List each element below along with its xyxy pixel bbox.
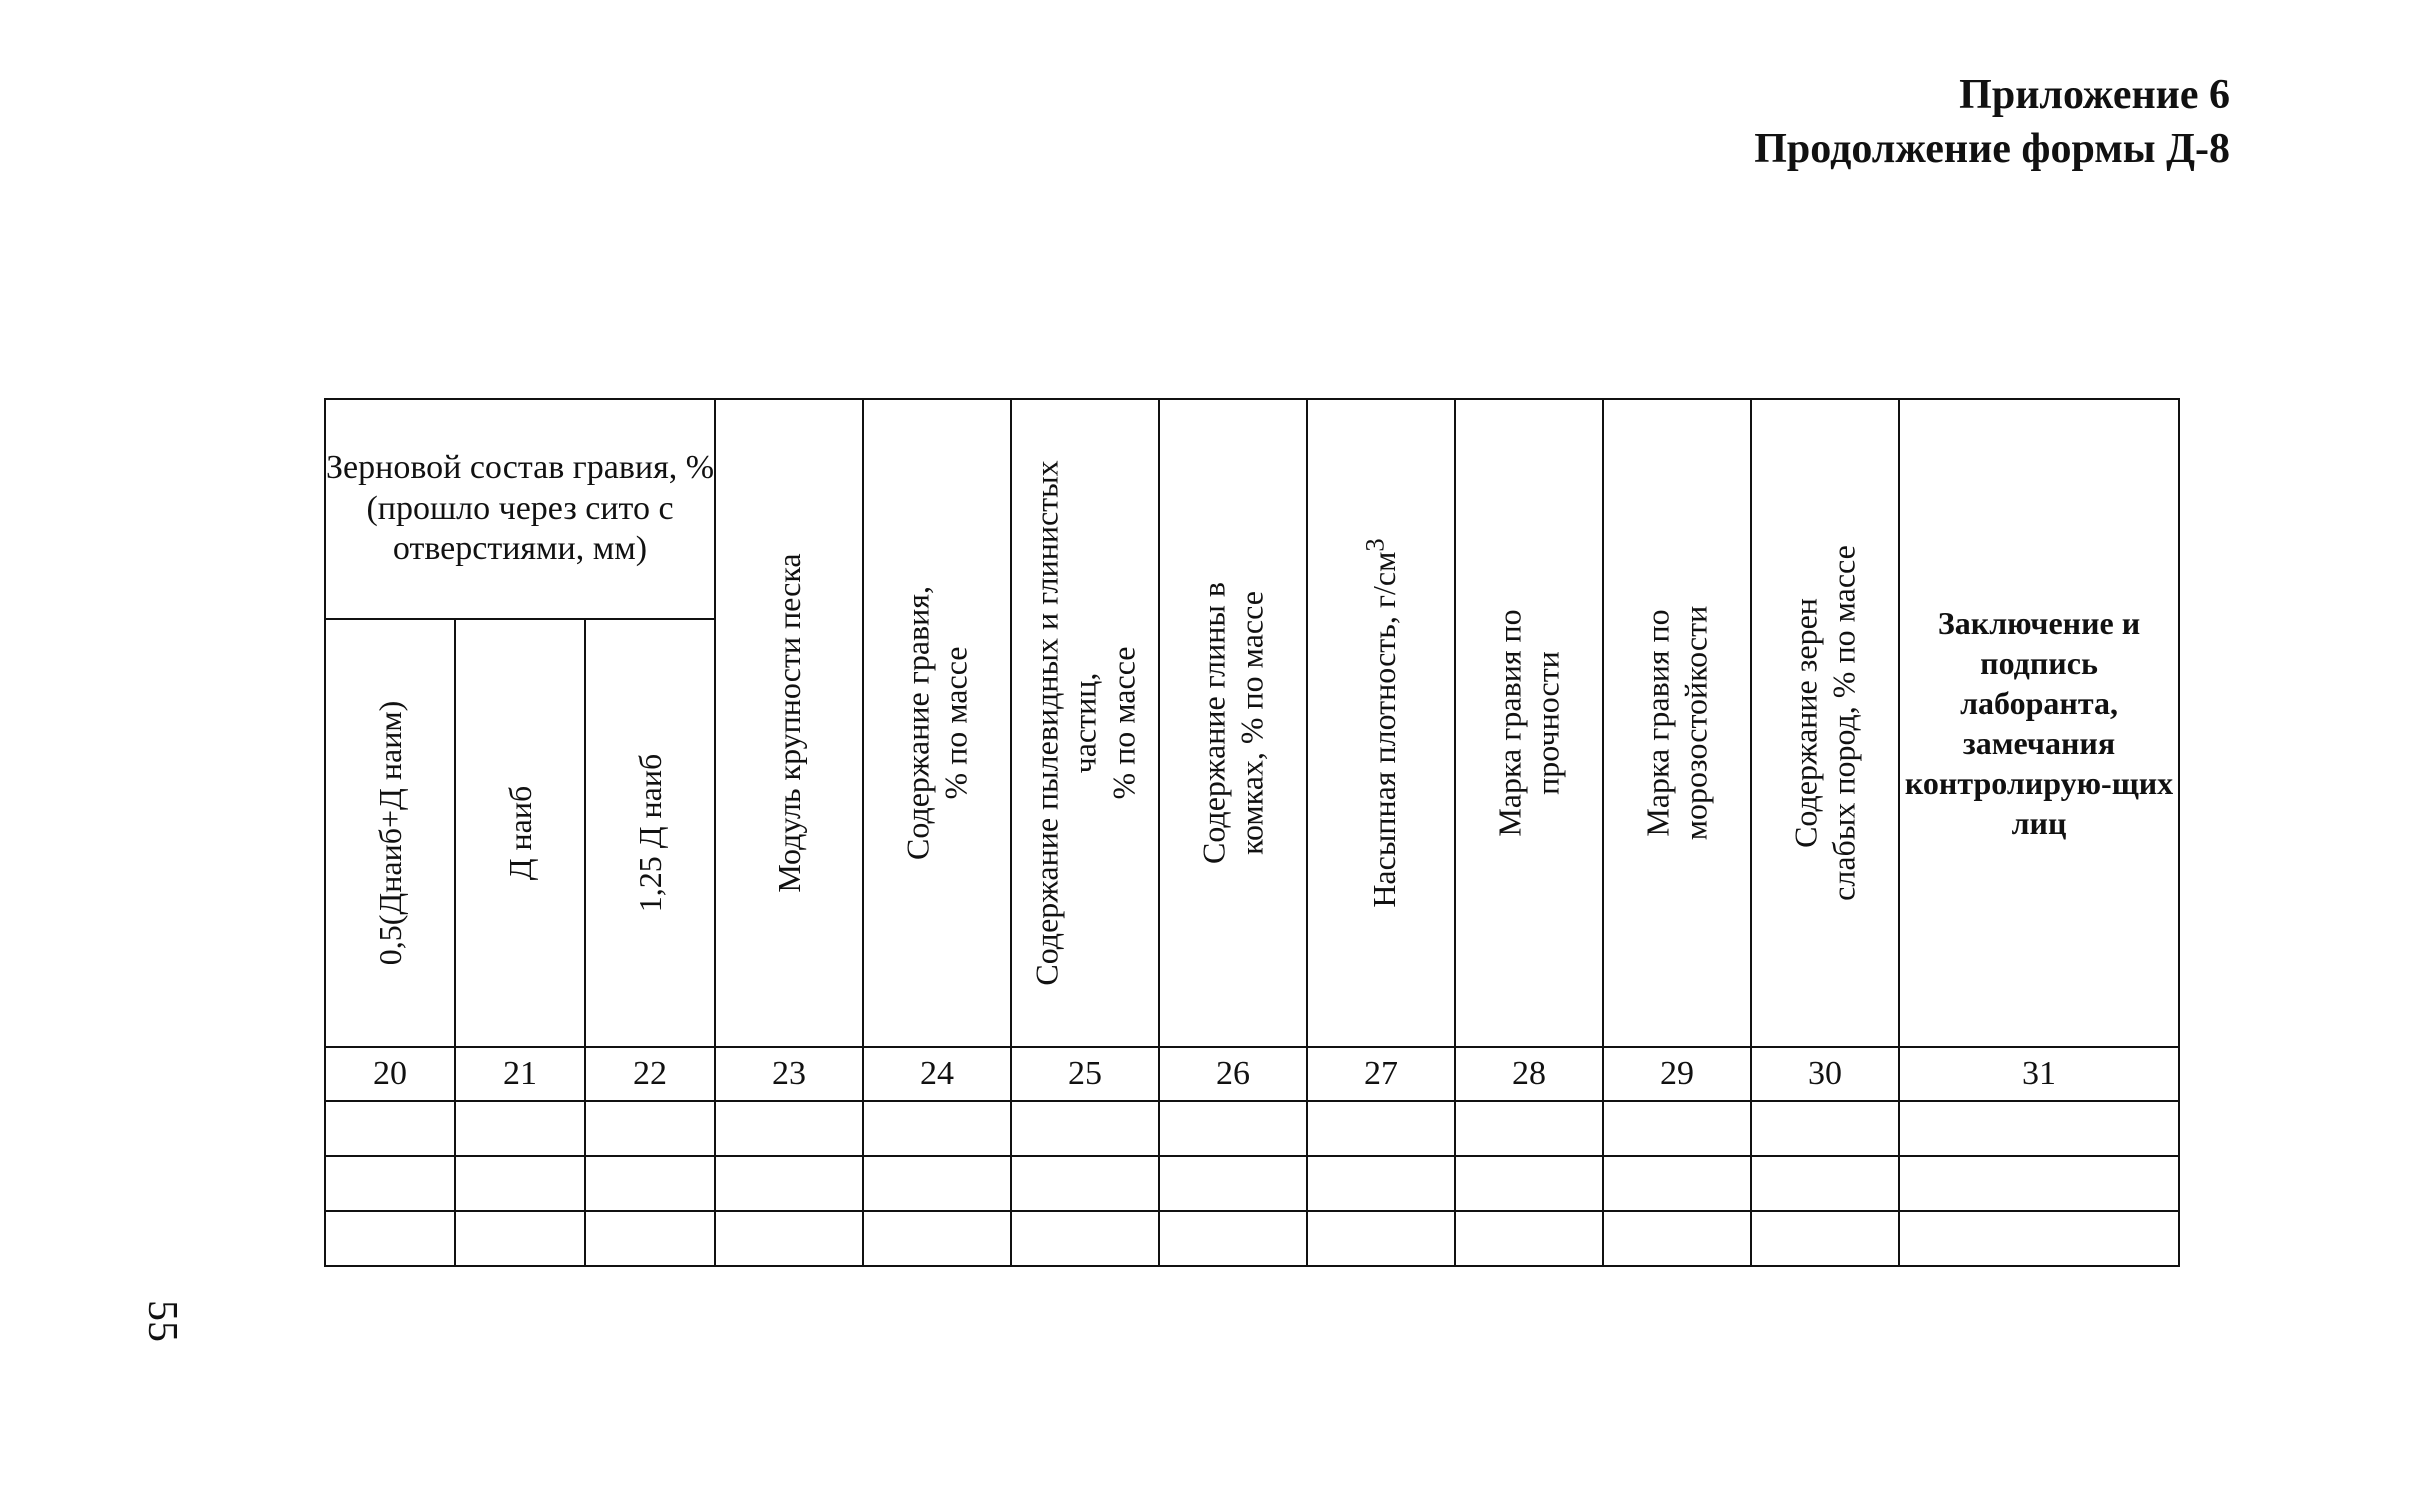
col-number: 30 <box>1751 1047 1899 1101</box>
table-row <box>325 1156 2179 1211</box>
col-27-header: Насыпная плотность, $г/см^3$ <box>1307 399 1455 1047</box>
form-continuation-title: Продолжение формы Д-8 <box>1754 126 2230 172</box>
blank-cell[interactable] <box>1455 1211 1603 1266</box>
blank-cell[interactable] <box>1011 1101 1159 1156</box>
col-24-header: Содержание гравия, % по массе <box>863 399 1011 1047</box>
col-31-header: Заключение и подпись лаборанта, замечания контролирую-щих лиц <box>1899 399 2179 1047</box>
blank-cell[interactable] <box>1159 1156 1307 1211</box>
blank-cell[interactable] <box>325 1156 455 1211</box>
col-number: 21 <box>455 1047 585 1101</box>
blank-cell[interactable] <box>863 1101 1011 1156</box>
blank-cell[interactable] <box>863 1211 1011 1266</box>
blank-cell[interactable] <box>585 1101 715 1156</box>
blank-cell[interactable] <box>1159 1211 1307 1266</box>
col-21-header: Д наиб <box>455 619 585 1047</box>
col-29-header: Марка гравия по морозостойкости <box>1603 399 1751 1047</box>
blank-cell[interactable] <box>1751 1101 1899 1156</box>
grain-composition-header: Зерновой состав гравия, % (прошло через сито с отверстиями, мм) <box>325 399 715 619</box>
col-number: 24 <box>863 1047 1011 1101</box>
blank-cell[interactable] <box>1751 1156 1899 1211</box>
form-table <box>324 398 2180 1267</box>
blank-cell[interactable] <box>1899 1211 2179 1266</box>
col-number: 31 <box>1899 1047 2179 1101</box>
blank-cell[interactable] <box>1307 1211 1455 1266</box>
col-number: 20 <box>325 1047 455 1101</box>
col-20-header: 0,5(Днаиб+Д наим) <box>325 619 455 1047</box>
col-25-header: Содержание пылевидных и глинистых частиц, % по массе <box>1011 399 1159 1047</box>
blank-cell[interactable] <box>585 1156 715 1211</box>
blank-cell[interactable] <box>1603 1156 1751 1211</box>
col-30-header: Содержание зерен слабых пород, % по массе <box>1751 399 1899 1047</box>
col-number: 23 <box>715 1047 863 1101</box>
col-number: 29 <box>1603 1047 1751 1101</box>
col-number: 28 <box>1455 1047 1603 1101</box>
table-row <box>325 1101 2179 1156</box>
blank-cell[interactable] <box>1307 1101 1455 1156</box>
col-number: 26 <box>1159 1047 1307 1101</box>
page-number: 55 <box>139 1300 185 1342</box>
blank-cell[interactable] <box>1899 1101 2179 1156</box>
blank-cell[interactable] <box>1603 1211 1751 1266</box>
col-28-header: Марка гравия по прочности <box>1455 399 1603 1047</box>
col-number: 27 <box>1307 1047 1455 1101</box>
blank-cell[interactable] <box>1455 1101 1603 1156</box>
appendix-title: Приложение 6 <box>1959 72 2230 118</box>
col-number: 25 <box>1011 1047 1159 1101</box>
blank-cell[interactable] <box>455 1156 585 1211</box>
col-number: 22 <box>585 1047 715 1101</box>
blank-cell[interactable] <box>715 1101 863 1156</box>
col-26-header: Содержание глины в комках, % по массе <box>1159 399 1307 1047</box>
blank-cell[interactable] <box>1899 1156 2179 1211</box>
blank-cell[interactable] <box>325 1101 455 1156</box>
blank-cell[interactable] <box>1603 1101 1751 1156</box>
blank-cell[interactable] <box>715 1211 863 1266</box>
blank-cell[interactable] <box>1307 1156 1455 1211</box>
blank-cell[interactable] <box>455 1211 585 1266</box>
blank-cell[interactable] <box>715 1156 863 1211</box>
blank-cell[interactable] <box>1455 1156 1603 1211</box>
blank-cell[interactable] <box>1011 1211 1159 1266</box>
blank-cell[interactable] <box>585 1211 715 1266</box>
blank-cell[interactable] <box>325 1211 455 1266</box>
blank-cell[interactable] <box>1159 1101 1307 1156</box>
table-row <box>325 1211 2179 1266</box>
col-22-header: 1,25 Д наиб <box>585 619 715 1047</box>
blank-cell[interactable] <box>1751 1211 1899 1266</box>
col-23-header: Модуль крупности песка <box>715 399 863 1047</box>
blank-cell[interactable] <box>1011 1156 1159 1211</box>
blank-cell[interactable] <box>863 1156 1011 1211</box>
column-numbers-row <box>325 1047 2179 1101</box>
blank-cell[interactable] <box>455 1101 585 1156</box>
